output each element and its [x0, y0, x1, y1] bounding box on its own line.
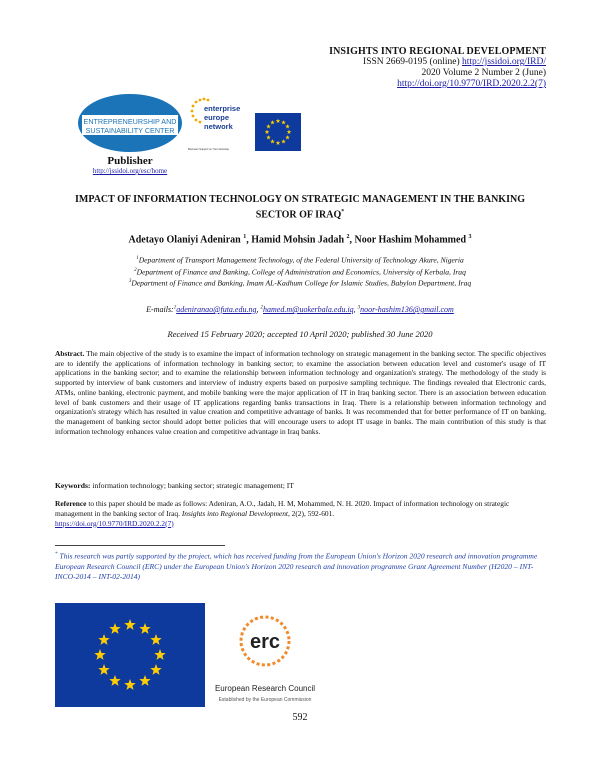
keywords [55, 481, 546, 490]
reference-journal: Insights into Regional Development [181, 508, 288, 518]
eu-flag-large [55, 603, 205, 707]
erc-logo-text: erc [249, 631, 281, 653]
footnote-divider [55, 545, 225, 546]
doi-link[interactable]: http://doi.org/10.9770/IRD.2020.2.2(7) [397, 79, 546, 89]
esc-logo-line2: SUSTAINABILITY CENTER [85, 126, 175, 135]
email-2-sup: 2 [260, 305, 263, 311]
issn-line [329, 57, 546, 68]
citation-reference [55, 499, 546, 528]
emails-label: E-mails: [146, 305, 174, 314]
affiliation-3: Department of Finance and Banking, Imam AL-Kadhum College for Islamic Studies, Babylon Department, Iraq [131, 278, 472, 288]
email-sep-2: , [353, 305, 358, 314]
paper-title-line2: SECTOR OF IRAQ [255, 209, 342, 221]
enterprise-europe-network-logo [186, 94, 248, 154]
author-1: Adetayo Olaniyi Adeniran [128, 234, 244, 246]
email-2-link[interactable]: hamed.m@uokerbala.edu.iq [262, 305, 354, 314]
ee-logo-line2: europe [204, 113, 230, 122]
funding-footnote [55, 550, 546, 582]
journal-link[interactable]: http://jssidoi.org/IRD/ [461, 57, 546, 67]
footnote-mark: * [55, 552, 58, 557]
received-dates: Received 15 February 2020; accepted 10 April 2020; published 30 June 2020 [167, 329, 433, 339]
keywords-text: information technology; banking sector; strategic management; IT [90, 481, 294, 490]
page-number: 592 [292, 712, 308, 723]
abstract-text: The main objective of the study is to examine the impact of information technology on strategic management in the banking sector. The specific objectives are to identify the applications of information technology in banking sector; to examine the association between education level and customer's usage of IT applications in the banking sector; and to examine the relationship between information technology and organization's strategy. The methodology of the study is supported by interview of bank customers and interview of industry experts based on purposive sampling technique. The findings revealed that Electronic cards, ATMs, online banking, electronic payment, and mobile banking were the major application of IT in Iraq banking sector. There is an association between education level of bank customers and their usage of IT applications regarding banks transactions in Iraq. There is a relationship between information technology and organization's strategy which has resulted in value creation and competitive advantage of banks. It was recommended that for better performance of IT on banking, the management of banking sector should adopt better policies that will encourage users to adopt IT usage in banks. The main contribution of this study is that information technology enhances value creation and competitive advantage in Iraq banks. [55, 349, 546, 436]
author-3: , Noor Hashim Mohammed [349, 234, 469, 246]
erc-subtitle: Established by the European Commission [218, 697, 312, 703]
abstract-label: Abstract. [55, 349, 85, 358]
email-3-sup: 3 [357, 305, 361, 311]
email-3-link[interactable]: noor-hashim136@gmail.com [360, 305, 454, 314]
title-footnote-mark: * [341, 209, 345, 215]
publisher-label: Publisher [107, 155, 153, 167]
erc-name: European Research Council [214, 684, 316, 693]
author-2: , Hamid Mohsin Jadah [246, 234, 347, 246]
ee-logo-tagline: Business Support on Your Doorstep [188, 148, 230, 151]
reference-label: Reference [55, 499, 87, 508]
author-1-sup: 1 [243, 234, 247, 240]
keywords-label: Keywords: [55, 481, 91, 490]
author-list [50, 234, 550, 245]
affil-1-sup: 1 [136, 256, 139, 261]
paper-title [60, 194, 540, 221]
publisher-link[interactable]: http://jssidoi.org/esc/home [92, 167, 168, 175]
paper-title-line1: IMPACT OF INFORMATION TECHNOLOGY ON STRATEGIC MANAGEMENT IN THE BANKING [75, 194, 525, 205]
ee-logo-line1: enterprise [204, 104, 241, 113]
esc-logo [78, 94, 182, 152]
erc-mark [205, 603, 325, 683]
affiliation-2: Department of Finance and Banking, College of Administration and Economics, University of Kerbala, Iraq [136, 267, 466, 277]
issn-text: ISSN 2669-0195 (online) [363, 57, 462, 67]
journal-title: INSIGHTS INTO REGIONAL DEVELOPMENT [329, 46, 546, 57]
eu-flag-small [255, 113, 301, 151]
affiliation-1: Department of Transport Management Technology, of the Federal University of Technology Akure, Nigeria [138, 255, 464, 265]
reference-text: to this paper should be made as follows: Adeniran, A.O., Jadah, H. M, Mohammed, N. H. 2020. Impact of information technology on strategic management in the banking sector of Iraq. [55, 499, 510, 518]
affil-2-sup: 2 [134, 267, 137, 273]
email-sep-1: , [256, 305, 261, 314]
affil-3-sup: 3 [128, 279, 132, 285]
author-3-sup: 3 [468, 234, 472, 240]
volume-line: 2020 Volume 2 Number 2 (June) [421, 68, 546, 78]
ee-logo-line3: network [204, 122, 233, 131]
reference-tail: , 2(2), 592-601. [287, 508, 335, 518]
affiliations [40, 254, 560, 289]
journal-header [329, 46, 546, 90]
footnote-text: This research was partly supported by the project, which has received funding from the European Union's Horizon 2020 research and innovation programme European Research Council (ERC) under the European Union's Horizon 2020 research and innovation programme Grant Agreement Number (H2020 – INT-INCO-2014 – INT-02-2014) [55, 551, 538, 581]
email-1-sup: 1 [173, 305, 177, 311]
author-2-sup: 2 [346, 234, 350, 240]
esc-logo-line1: ENTREPRENEURSHIP AND [83, 117, 177, 126]
email-1-link[interactable]: adeniranao@futa.edu.ng [176, 305, 257, 314]
reference-doi-link[interactable]: https://doi.org/10.9770/IRD.2020.2.2(7) [55, 518, 174, 528]
abstract [55, 349, 546, 436]
email-list [40, 305, 560, 314]
